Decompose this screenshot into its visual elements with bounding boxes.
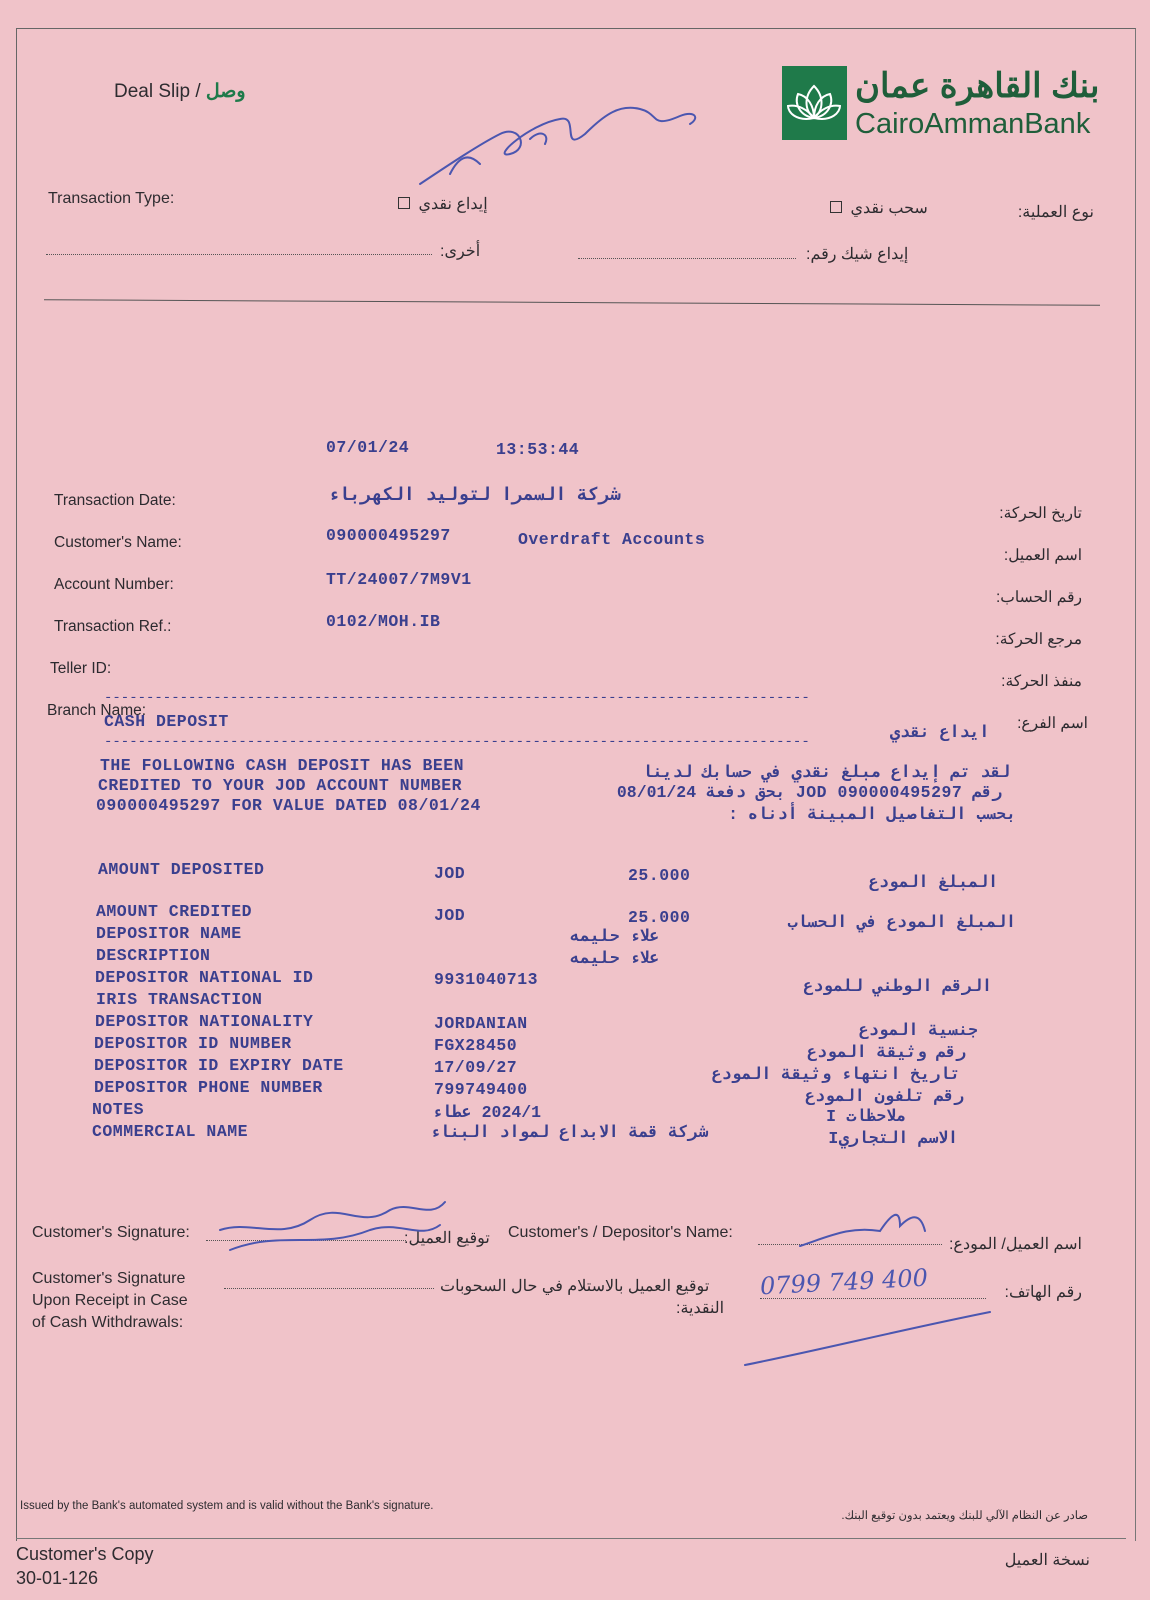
row-value: JOD <box>434 864 466 883</box>
row-ar-label: ملاحظات I <box>826 1107 906 1126</box>
transaction-ref-label-en: Transaction Ref.: <box>54 618 172 635</box>
printed-reference: TT/24007/7M9V1 <box>326 570 472 589</box>
transaction-date-label-ar: تاريخ الحركة: <box>999 505 1082 522</box>
dash-separator-bottom: ------------------------------------------------------------------------------------ <box>104 734 810 750</box>
row-label: IRIS TRANSACTION <box>96 990 263 1009</box>
customer-signature-label-en: Customer's Signature: <box>32 1224 190 1241</box>
depositor-name-label-en: Customer's / Depositor's Name: <box>508 1224 733 1241</box>
customer-signature-ink <box>200 1190 460 1260</box>
para-ar-line-1: لقد تم إيداع مبلغ نقدي في حسابك لدينا <box>642 763 1010 782</box>
row-label: NOTES <box>92 1100 145 1119</box>
footer-copy-ar: نسخة العميل <box>1004 1552 1090 1569</box>
printed-teller: 0102/MOH.IB <box>326 612 441 631</box>
row-label: COMMERCIAL NAME <box>92 1122 249 1141</box>
receipt-label-ar-1: توقيع العميل بالاستلام في حال السحوبات <box>440 1278 710 1295</box>
cheque-number-line[interactable] <box>578 258 796 259</box>
row-ar-label: الاسم التجاريI <box>828 1129 958 1148</box>
receipt-label-ar-2: النقدية: <box>676 1300 725 1317</box>
branch-name-label-en: Branch Name: <box>47 702 147 719</box>
transaction-type-label-en: Transaction Type: <box>48 190 175 207</box>
checkbox-icon[interactable] <box>830 201 842 213</box>
customer-name-label-ar: اسم العميل: <box>1003 547 1082 564</box>
account-number-label-ar: رقم الحساب: <box>996 589 1082 606</box>
deal-slip-title <box>114 80 246 103</box>
row-value: 17/09/27 <box>434 1058 518 1077</box>
bank-name-en: CairoAmmanBank <box>855 108 1091 140</box>
cash-withdrawal-label: سحب نقدي <box>850 200 928 217</box>
row-ar-label: المبلغ المودع في الحساب <box>787 913 1016 932</box>
row-ar-label: الرقم الوطني للمودع <box>803 977 992 996</box>
row-label: DEPOSITOR PHONE NUMBER <box>94 1078 323 1097</box>
transaction-date-label-en: Transaction Date: <box>54 492 176 509</box>
teller-id-label-en: Teller ID: <box>50 660 112 677</box>
row-label: DEPOSITOR NATIONALITY <box>95 1012 314 1031</box>
receipt-label-en-1: Customer's Signature <box>32 1270 186 1287</box>
row-label: DESCRIPTION <box>96 946 211 965</box>
cash-deposit-label: إيداع نقدي <box>418 196 488 213</box>
bank-logo-mark <box>782 66 847 140</box>
para-ar-line-2: رقم JOD 090000495297 بحق دفعة 08/01/24 <box>616 783 1002 802</box>
printed-account-type: Overdraft Accounts <box>518 530 706 549</box>
cash-deposit-title-ar: ايداع نقدي <box>890 723 990 742</box>
deal-slip-ar: وصل <box>205 81 246 102</box>
printed-account-number: 090000495297 <box>326 526 451 545</box>
depositor-name-ink <box>790 1196 950 1256</box>
printed-time: 13:53:44 <box>496 440 580 459</box>
para-en-line-3: 090000495297 FOR VALUE DATED 08/01/24 <box>96 796 481 815</box>
handwritten-phone: 0799 749 400 <box>759 1263 929 1301</box>
checkbox-icon[interactable] <box>398 197 410 209</box>
footer-issued-en: Issued by the Bank's automated system and is valid without the Bank's signature. <box>20 1500 434 1512</box>
footer-divider <box>16 1538 1126 1539</box>
footer-issued-ar: صادر عن النظام الآلي للبنك ويعتمد بدون توقيع البنك. <box>841 1510 1088 1522</box>
other-label: أخرى: <box>440 243 481 260</box>
bank-name-ar: بنك القاهرة عمان <box>855 67 1100 105</box>
row-label: AMOUNT CREDITED <box>96 902 253 921</box>
para-ar-line-3: بحسب التفاصيل المبينة أدناه : <box>728 805 1016 824</box>
branch-name-label-ar: اسم الفرع: <box>1017 715 1088 732</box>
transaction-ref-label-ar: مرجع الحركة: <box>995 631 1082 648</box>
cash-deposit-option[interactable] <box>398 194 488 214</box>
printed-date: 07/01/24 <box>326 438 410 457</box>
row-value: علاء حليمه <box>570 927 660 946</box>
lotus-icon <box>782 66 847 140</box>
teller-signature-stamp <box>410 94 710 194</box>
teller-id-label-ar: منفذ الحركة: <box>1001 673 1082 690</box>
customer-name-label-en: Customer's Name: <box>54 534 182 551</box>
receipt-label-en-3: of Cash Withdrawals: <box>32 1314 184 1331</box>
row-value: FGX28450 <box>434 1036 518 1055</box>
row-value: علاء حليمه <box>570 949 660 968</box>
row-value: 9931040713 <box>434 970 539 989</box>
row-value: 2024/1 عطاء <box>432 1103 542 1122</box>
row-ar-label: تاريخ انتهاء وثيقة المودع <box>711 1065 960 1084</box>
para-en-line-2: CREDITED TO YOUR JOD ACCOUNT NUMBER <box>98 776 463 795</box>
account-number-label-en: Account Number: <box>54 576 174 593</box>
dash-separator-top: ------------------------------------------------------------------------------------ <box>104 690 810 706</box>
phone-underline-ink <box>740 1310 1000 1370</box>
receipt-label-en-2: Upon Receipt in Case <box>32 1292 188 1309</box>
row-value: شركة قمة الابداع لمواد البناء <box>430 1123 709 1142</box>
deal-slip-en: Deal Slip / <box>114 81 201 102</box>
footer-copy-en: Customer's Copy <box>16 1544 154 1564</box>
row-label: DEPOSITOR ID NUMBER <box>94 1034 292 1053</box>
cash-withdrawal-option[interactable] <box>830 198 928 218</box>
row-ar-label: رقم وثيقة المودع <box>807 1043 966 1062</box>
row-label: DEPOSITOR NATIONAL ID <box>95 968 314 987</box>
cheque-deposit-label: إيداع شيك رقم: <box>806 246 909 263</box>
row-ar-label: جنسية المودع <box>858 1021 978 1040</box>
row-value: JORDANIAN <box>434 1014 528 1033</box>
footer-form-code: 30-01-126 <box>16 1568 99 1588</box>
row-amount: 25.000 <box>628 908 691 927</box>
para-en-line-1: THE FOLLOWING CASH DEPOSIT HAS BEEN <box>100 756 465 775</box>
depositor-name-label-ar: اسم العميل/ المودع: <box>948 1236 1082 1253</box>
phone-label-ar: رقم الهاتف: <box>1004 1284 1082 1301</box>
row-ar-label: رقم تلفون المودع <box>805 1087 964 1106</box>
row-label: DEPOSITOR ID EXPIRY DATE <box>94 1056 344 1075</box>
receipt-signature-line[interactable] <box>224 1288 434 1289</box>
transaction-type-label-ar: نوع العملية: <box>1017 204 1094 221</box>
row-label: AMOUNT DEPOSITED <box>98 860 265 879</box>
row-value: 799749400 <box>434 1080 528 1099</box>
other-field-line[interactable] <box>46 254 432 255</box>
row-value: JOD <box>434 906 466 925</box>
cash-deposit-title-en: CASH DEPOSIT <box>104 712 229 731</box>
row-ar-label: المبلغ المودع <box>868 873 998 892</box>
customer-signature-label-ar: توقيع العميل: <box>404 1230 490 1247</box>
row-label: DEPOSITOR NAME <box>96 924 242 943</box>
printed-company-name: شركة السمرا لتوليد الكهرباء <box>328 486 621 506</box>
row-amount: 25.000 <box>628 866 691 885</box>
